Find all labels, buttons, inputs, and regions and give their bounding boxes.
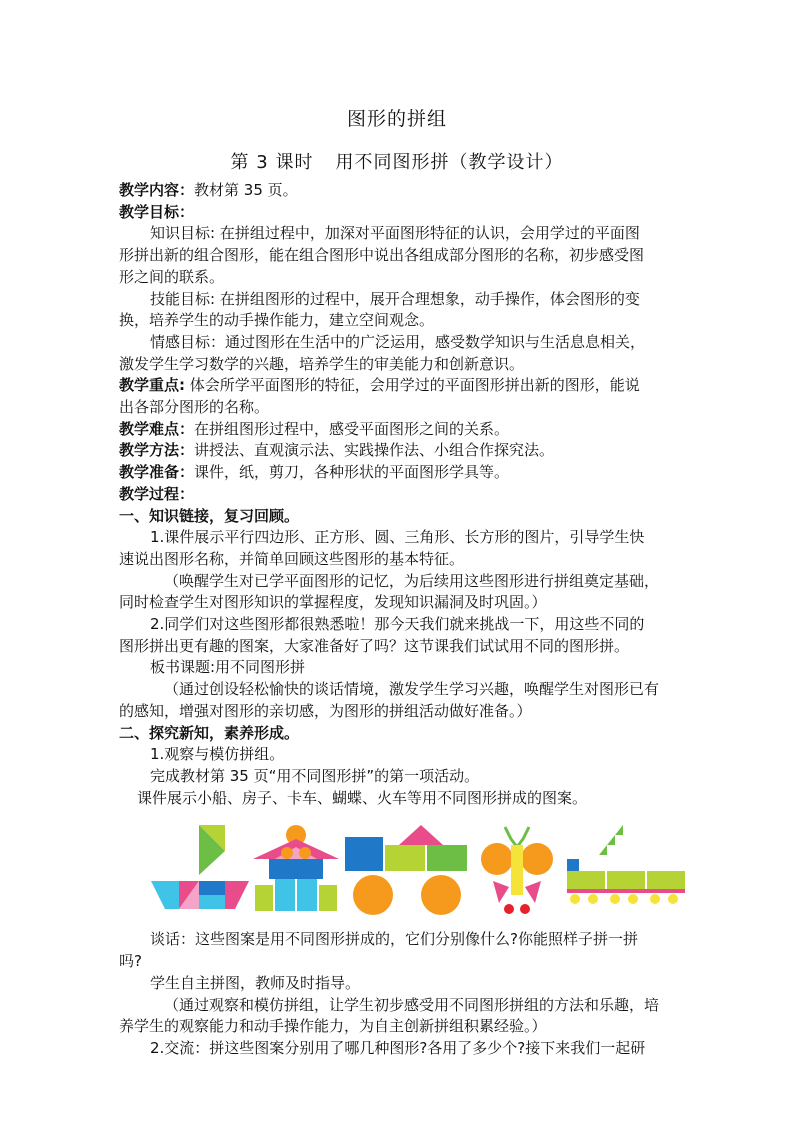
section-heading: 二、探究新知，素养形成。 bbox=[119, 723, 300, 742]
content-line: 教学内容：教材第 35 页。 bbox=[119, 181, 298, 199]
document-body bbox=[119, 180, 687, 1060]
content-line: 同时检查学生对图形知识的掌握程度，发现知识漏洞及时巩固。） bbox=[119, 593, 547, 612]
section-heading: 一、知识链接，复习回顾。 bbox=[119, 506, 300, 525]
content-line: 1.观察与模仿拼组。 bbox=[150, 745, 285, 764]
content-line: 1.课件展示平行四边形、正方形、圆、三角形、长方形的图片，引导学生快 bbox=[150, 528, 645, 547]
content-line: 形拼出新的组合图形，能在组合图形中说出各组成部分图形的名称，初步感受图 bbox=[119, 246, 645, 265]
content-line: 激发学生学习数学的兴趣，培养学生的审美能力和创新意识。 bbox=[119, 354, 525, 373]
content-line: 养学生的观察能力和动手操作能力，为自主创新拼组积累经验。） bbox=[119, 1017, 547, 1036]
content-line: 教学准备：课件，纸，剪刀，各种形状的平面图形学具等。 bbox=[119, 463, 510, 482]
house-pattern-image bbox=[253, 825, 339, 915]
truck-pattern-image bbox=[345, 825, 471, 915]
content-line: 板书课题:用不同图形拼 bbox=[150, 658, 306, 677]
content-line: 学生自主拼图，教师及时指导。 bbox=[150, 973, 361, 992]
content-line: （通过创设轻松愉快的谈话情境，激发学生学习兴趣，唤醒学生对图形已有 bbox=[164, 680, 660, 699]
content-line: 完成教材第 35 页“用不同图形拼”的第一项活动。 bbox=[150, 766, 480, 785]
content-line: 教学过程： bbox=[119, 484, 195, 503]
content-line: 2.同学们对这些图形都很熟悉啦！那今天我们就来挑战一下，用这些不同的 bbox=[150, 615, 645, 634]
document-title: 图形的拼组 bbox=[346, 108, 447, 130]
content-line: 形之间的联系。 bbox=[119, 267, 225, 286]
content-line: 出各部分图形的名称。 bbox=[119, 398, 270, 417]
document-subtitle bbox=[0, 148, 794, 174]
content-line: 教学重点: 体会所学平面图形的特征，会用学过的平面图形拼出新的图形，能说 bbox=[119, 376, 640, 395]
content-line: （通过观察和模仿拼组，让学生初步感受用不同图形拼组的方法和乐趣，培 bbox=[164, 995, 660, 1014]
content-line: 换，培养学生的动手操作能力，建立空间观念。 bbox=[119, 311, 435, 330]
lesson-name: 用不同图形拼（教学设计） bbox=[335, 152, 564, 173]
content-line: 课件展示小船、房子、卡车、蝴蝶、火车等用不同图形拼成的图案。 bbox=[137, 788, 588, 807]
content-line: 速说出图形名称，并简单回顾这些图形的基本特征。 bbox=[119, 549, 465, 568]
content-line: 2.交流：拼这些图案分别用了哪几种图形?各用了多少个?接下来我们一起研 bbox=[150, 1038, 646, 1057]
content-line: 吗? bbox=[119, 952, 142, 971]
content-line: 图形拼出更有趣的图案，大家准备好了吗？这节课我们试试用不同的图形拼。 bbox=[119, 636, 630, 655]
shape-patterns-figure bbox=[151, 825, 687, 915]
content-line: 技能目标: 在拼组图形的过程中，展开合理想象，动手操作，体会图形的变 bbox=[150, 289, 640, 308]
boat-pattern-image bbox=[151, 825, 249, 915]
content-line: 谈话：这些图案是用不同图形拼成的，它们分别像什么?你能照样子拼一拼 bbox=[150, 930, 638, 949]
content-line: （唤醒学生对已学平面图形的记忆，为后续用这些图形进行拼组奠定基础， bbox=[164, 571, 660, 590]
content-line: 的感知，增强对图形的亲切感，为图形的拼组活动做好准备。） bbox=[119, 701, 532, 720]
butterfly-pattern-image bbox=[479, 825, 555, 915]
content-line: 知识目标: 在拼组过程中，加深对平面图形特征的认识，会用学过的平面图 bbox=[150, 224, 640, 243]
content-line: 教学难点：在拼组图形过程中，感受平面图形之间的关系。 bbox=[119, 419, 510, 438]
content-line: 情感目标：通过图形在生活中的广泛运用，感受数学知识与生活息息相关， bbox=[150, 332, 646, 351]
train-pattern-image bbox=[567, 825, 687, 915]
content-line: 教学方法：讲授法、直观演示法、实践操作法、小组合作探究法。 bbox=[119, 441, 555, 460]
content-line: 教学目标： bbox=[119, 202, 195, 221]
lesson-number: 第 3 课时 bbox=[230, 152, 314, 173]
